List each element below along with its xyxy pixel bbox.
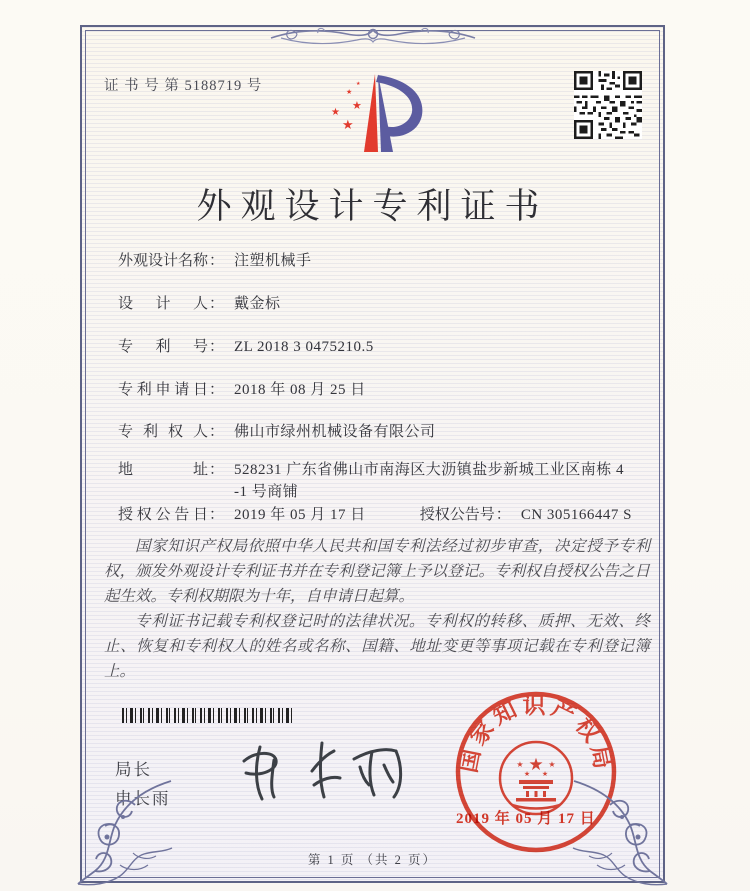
field-label: 授权公告日: [118, 507, 208, 523]
field-label: 外观设计名称: [118, 253, 209, 269]
field-label: 专利权人: [118, 424, 208, 440]
address-line-2: -1 号商铺: [234, 484, 299, 500]
top-border-ornament-icon: [267, 24, 479, 50]
qr-code: [574, 71, 642, 139]
certificate-number: 证 书 号 第 5188719 号: [104, 78, 263, 94]
field-grant-no: 授权公告号 ： CN 305166447 S: [420, 504, 632, 526]
field-filing-date: 专利申请日 ： 2018 年 08 月 25 日: [118, 379, 366, 401]
field-label: 专利申请日: [118, 382, 208, 398]
field-value: 戴金标: [234, 296, 281, 312]
field-value: 2019 年 05 月 17 日: [234, 507, 366, 523]
barcode: [122, 708, 296, 723]
field-patentee: 专利权人 ： 佛山市绿州机械设备有限公司: [118, 421, 436, 443]
logo-stars: [331, 81, 362, 133]
svg-text:★: ★: [342, 118, 354, 133]
seal-date: 2019 年 05 月 17 日: [456, 811, 596, 827]
field-label: 专利号: [118, 339, 208, 355]
field-label: 授权公告号: [419, 507, 495, 523]
field-value: 注塑机械手: [234, 253, 312, 269]
svg-text:★: ★: [541, 770, 549, 778]
svg-text:★: ★: [516, 760, 524, 769]
address-line-1: 528231 广东省佛山市南海区大沥镇盐步新城工业区南栋 4: [234, 462, 625, 478]
field-design-name: 外观设计名称 ： 注塑机械手: [118, 250, 312, 272]
svg-text:★: ★: [352, 99, 362, 112]
svg-text:★: ★: [356, 81, 361, 87]
field-value: 佛山市绿州机械设备有限公司: [234, 424, 436, 440]
corner-ornament-left-icon: [75, 775, 175, 887]
svg-text:★: ★: [528, 755, 544, 775]
field-patent-no: 专利号 ： ZL 2018 3 0475210.5: [118, 336, 374, 358]
svg-text:★: ★: [331, 107, 340, 118]
signature: [230, 737, 408, 809]
seal-org-text: 国家知识产权局: [455, 692, 617, 775]
certificate-title: 外观设计专利证书: [196, 187, 549, 226]
logo-red-wedge: [364, 74, 378, 152]
svg-text:★: ★: [346, 88, 353, 96]
field-label: 地址: [118, 462, 208, 478]
certificate-frame: [80, 25, 665, 883]
field-value: ZL 2018 3 0475210.5: [234, 339, 374, 355]
field-label: 设计人: [118, 296, 208, 312]
field-value: CN 305166447 S: [520, 507, 632, 523]
field-grant-row: 授权公告日 ： 2019 年 05 月 17 日 授权公告号 ： CN 305166447 S: [118, 504, 632, 526]
body-paragraph-2: 专利证书记载专利权登记时的法律状况。专利权的转移、质押、无效、终止、恢复和专利权人的姓名或名称、国籍、地址变更等事项记载在专利登记簿上。: [104, 613, 650, 680]
field-value: 2018 年 08 月 25 日: [234, 382, 366, 398]
corner-ornament-right-icon: [570, 775, 670, 887]
body-paragraph-1: 国家知识产权局依照中华人民共和国专利法经过初步审查，决定授予专利权，颁发外观设计专利证书并在专利登记簿上予以登记。专利权自授权公告之日起生效。专利权期限为十年，自申请日起算。: [104, 538, 650, 605]
svg-text:★: ★: [548, 760, 556, 769]
field-address: 地址 ： 528231 广东省佛山市南海区大沥镇盐步新城工业区南栋 4 -1 号商铺: [118, 459, 624, 503]
national-emblem-icon: [500, 742, 572, 814]
cnipa-logo: [328, 71, 434, 165]
signer-title: 局长: [115, 760, 152, 779]
signer-name: 申长雨: [115, 789, 171, 808]
certificate-body: [104, 534, 650, 684]
field-designer: 设计人 ： 戴金标: [118, 293, 281, 315]
field-value: [234, 459, 624, 503]
svg-text:★: ★: [523, 770, 531, 778]
page-footer: 第 1 页 （共 2 页）: [307, 853, 438, 867]
